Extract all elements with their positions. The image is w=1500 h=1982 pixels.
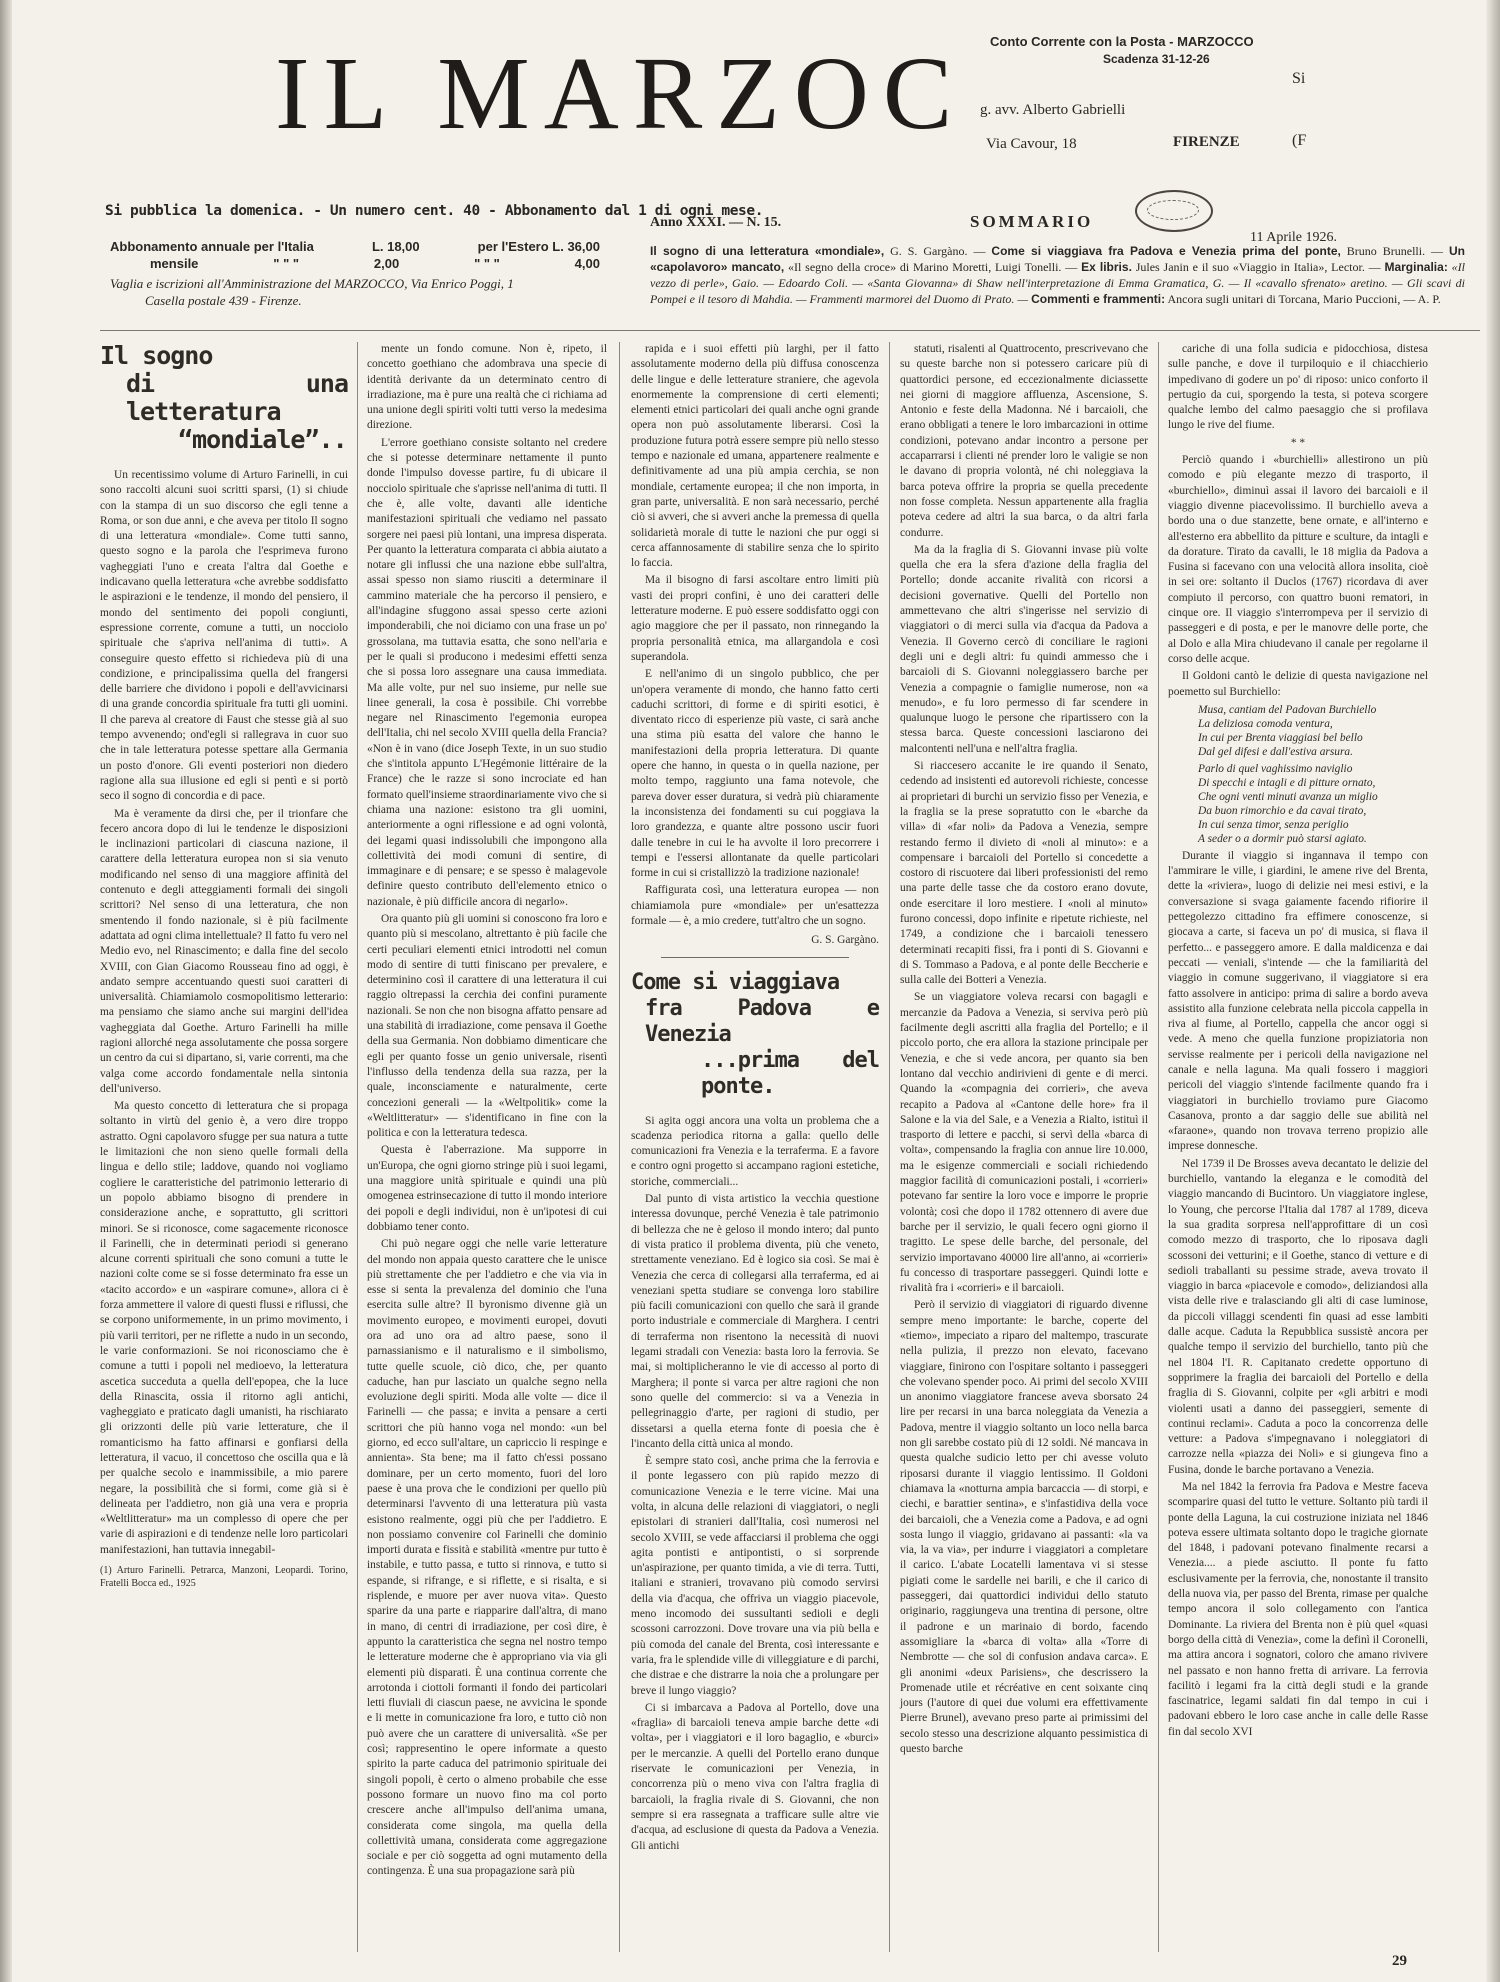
column-2-paragraph-5: Chi può negare oggi che nelle varie letterature del mondo non appaia questo carattere che le unisce più strettamente che per l'addietro e che via via in esse si senta la prevalenza del dominio che l'una esercita sulle altre? Il byronismo divenne già un movimento europeo, e movimenti europei, dovuti ora ad uno ora ad altro paese, sono il parnassianismo e il naturalismo e il simbolismo, tutte quelle scuole, ciò dico, che, per quanto caduche, han pur lasciato un qualche segno nella evoluzione degli spiriti. Moda alle volte — dice il Farinelli — che passa; e invita a pensare a certi scrittori che più hanno voga nel mondo: «un bel giorno, ed ecco sull'altare, un capriccio li respinge e annienta». Sta bene; ma il fatto ch'essi possano dominare, per un certo momento, fuori del loro paese è una prova che le condizioni per quello più determinarsi l'avvento di una letteratura più vasta esistono realmente, oggi più che per l'addietro. E non possiamo convenire col Farinelli che dominio importi durata e fissità e stabilità «mentre pur tutto è instabile, e tutto passa, e tutto si rinnova, e tutto si espande, si rifrange, e si riflette, e si risalta, e si risplende, e muore per aver nuova vita». Questo sparire da una parte e riapparire dall'altra, di mano in mano, di centri di irradiazione, per così dire, è appunto la caratteristica che segna nel nostro tempo le letterature moderne che è appropriano via via gli elementi più disparati. È una continua corrente che arrotonda i ciottoli formanti il fondo dei particolari letti fluviali di ciascun paese, ne avvicina le sponde e li mette in comunicazione fra loro, e tutto ciò non può avere che un carattere di universalità. «Se per così; rappresentino le opere informate a questo spirito la parte caduca del patrimonio spirituale dei singoli popoli, è certo o almeno probabile che esse possono formare un nuovo fino ma col porto crescere anche all'impulso dell'anima umana, considerata come singola, ma quella della collettività umana, considerata come aggregazione sociale e per ciò soggetta ad ogni mutamento della contingenza. È una sua propagazione sarà più (367, 1238, 607, 1878)
monthly-price: 2,00 (373, 256, 400, 271)
article-2-paragraph-2: Dal punto di vista artistico la vecchia questione interessa dovunque, perché Venezia è tale patrimonio di bellezza che ne è geloso il mondo intero; dal punto di vista pratico il problema diventa, più che veneto, strettamente veneziano. Ed è logico sia così. Se mai è Venezia che cerca di collegarsi alla terraferma, ed ai veneziani spetta studiare se convenga loro stabilire più facili comunicazioni con quello che sarà il grande porto industriale e commerciale di Marghera. I centri di terraferma non risentono la necessità di nuovi legami stradali con Venezia: basta loro la ferrovia. Se mai, si moltiplicheranno le vie di accesso al porto di Marghera; il ponte si varca per altre ragioni che non sono quelle del commercio: si va a Venezia in pellegrinaggio d'arte, per ragioni di studio, per dissetarsi a quella eterna fonte di poesia che è l'incanto della città unica al mondo. (631, 1193, 879, 1450)
column-4-paragraph-4: Se un viaggiatore voleva recarsi con bagagli e mercanzie da Padova a Venezia, si serviva però più facilmente degli ascritti alla fraglia del Portello; e il piccolo porto, che era allora la stazione principale per Venezia, e che si vede ancora, per quanto sia ben lontano dal vecchio andirivieni di gente e di merci. Quando la «compagnia dei corrieri», che aveva recapito a Padova al «Cantone delle hore» fra il Salone e la via del Sale, e a Venezia a Rialto, istituì il trasporto di lettere e pacchi, si servì della «barca di volta», compensando la fraglia con annue lire 10.000, ma le esigenze commerciali e sociali richiedendo maggior facilità di comunicazioni postali, i «corrieri» potevano far sentire la loro voce e imporre le proprie volontà; così che dopo il 1782 ottennero di avere due barche per il servizio, le quali fecero ogni giorno il tragitto. Le spese delle barche, del personale, del servizio importavano 40000 lire all'anno, ai «corrieri» fu concesso di trasportare passeggeri. Quindi lotte e rivalità fra i «corrieri» e il barcaioli. (900, 991, 1148, 1295)
verse-2-line-4: Da buon rimorchio e da cavai tirato, (1198, 804, 1367, 817)
column-1 (100, 342, 348, 1590)
article-1-paragraph-1: Un recentissimo volume di Arturo Farinelli, in cui sono raccolti alcuni suoi scritti sparsi, (1) si chiude con la stampa di un suo discorso che egli tenne a Roma, or son due anni, e che aveva per titolo Il sogno di una letteratura «mondiale». Come tutti sanno, questo sogno e la parola che l'esprimeva furono vagheggiati l'uno e creata l'altra dal Goethe e indicavano quella letteratura «che avrebbe soddisfatto le aspirazioni e le tendenze, il mondo del pensiero, il mondo del sentimento dei popoli congiunti, espressione corrente, comune a tutti, un nocciolo spirituale che s'apriva nell'anima di tutti». A conseguire questo effetto si richiedeva più di una condizione, e principalissima quella del frangersi delle barriere che dividono i popoli e dell'avvicinarsi di una grande concordia spirituale fra tutti gli uomini. Il che pareva al creatore di Faust che stesse già al suo tempo avvenendo; ond'egli si rallegrava in cuor suo che in tale letteratura potesse spettare alla Germania un posto d'onore. Gli eventi posteriori non diedero ragione alla sua illusione ed egli si pentì e si portò seco il sogno di concordia e di pace. (100, 469, 348, 803)
column-4-paragraph-2: Ma da la fraglia di S. Giovanni invase più volte quella che era la sfera d'azione della fraglia del Portello; donde accanite rivalità con ricorsi a decisioni governative. Quelli del Portello non ammettevano che altri s'ingerisse nel servizio di viaggiatori o di merci sulla via d'acqua da Padova a Venezia. Il Governo cercò di conciliare le ragioni degli uni e degli altri: fu quindi ammesso che i barcaioli di S. Giovanni noleggiassero barche per Venezia a compagnie o famiglie numerose, non «a menudo», e fu loro permesso di far scendere in qualunque luogo le persone che ripartissero con la stessa barca. Queste concessioni lasciarono dei malcontenti nell'una e nell'altra fraglia. (900, 543, 1148, 755)
column-5 (1168, 342, 1428, 1742)
article-1-paragraph-3: Ma questo concetto di letteratura che si propaga soltanto in virtù del genio è, a vero dire troppo astratto. Ogni capolavoro sfugge per sua natura a tutte le limitazioni che non sieno quelle formali della lingua e dello stile; laddove, quando noi vogliamo cogliere le caratteristiche del patrimonio letterario di un popolo abbiamo bisogno di prendere in considerazione anche, e soprattutto, gli scrittori minori. Se si riconosce, come sagacemente riconosce il Farinelli, che in determinati periodi si generano alcune correnti spirituali che sono comuni a tutte le nazioni colte come se si fosse determinato fra esse un «tacito accordo» e un «aspirare comune», allora ci è forza ammettere il valore di questi flussi e riflussi, che se corpono uniformemente, in un primo movimento, i più varii territori, per ne riflette a nudo in un secondo, le varie conformazioni. Se noi riconosciamo che è comune a tutti i popoli nel medioevo, la letteratura ascetica succeduta a quella dell'epopea, che la luce della Rinascita, ossia il ritorno agli antichi, vagheggiato e praticato dagli umanisti, ha rischiarato gli orizzonti delle più varie letterature, che il romanticismo ha fatto affinarsi e gonfiarsi della letteratura, il vacuo, il concettoso che oscilla qua e là per qualche secolo e inammissibile, a mio parere negare, la possibilità che si formi, come già si è delineata per l'addietro, non già una vera e propria «Weltlitteratur» ma un complesso di opere che per varie di aspirazioni e di tendenze nelle loro particolari manifestazioni, han tuttavia innegabil- (100, 1100, 348, 1556)
column-5-paragraph-4: Durante il viaggio si ingannava il tempo con l'ammirare le ville, i giardini, le amene rive del Brenta, dette la «riviera», luogo di delizie nei mesi estivi, e la conversazione si svaga gaiamente facendo rifiorire il pettegolezzo cittadino fra effimere conoscenze, si giocava a carte, si faceva un po' di musica, si flava il perfetto... e passeggero amore. E dalla maldicenza e dai peccati — veniali, s'intende — che la familiarità del viaggio in comune suggerivano, il viaggiatore si era fatto assolvere in anticipo: prima di salire a bordo aveva assistito alla funzione celebrata nella piccola cappella in riva al fiume, al Portello, cappella che ancor oggi si vede. A meno che quella funzione propiziatoria non servisse realmente per i pericoli della navigazione nel canale e nella laguna. Ma quali fossero i maggiori pericoli del viaggio s'intende facilmente quando fra i viaggiatori in burchiello troviamo pure Giacomo Casanova, pronto a dar saggio delle sue abilità nel «faraone», quando non trovava terreno propizio alle imprese donnesche. (1168, 849, 1428, 1153)
summary-item-3-title: Un «capolavoro» mancato, (650, 244, 1465, 274)
goldoni-verse-1 (1168, 703, 1428, 759)
monthly-ditto: " " " (273, 256, 300, 271)
column-3-paragraph-4: Raffigurata così, una letteratura europea — non chiamiamola pure «mondiale» per un'esattezza formale — è, a mio credere, tutt'altro che un sogno. (631, 884, 879, 927)
verse-2-line-5: In cui senza timor, senza periglio (1198, 818, 1349, 831)
column-5-paragraph-1: cariche di una folla sudicia e pidocchiosa, distesa sulle panche, e dove il turpiloquio e il chiacchierio impedivano di godere un po' di riposo: unico conforto il pertugio da cui, sporgendo la testa, si poteva scorgere qualche lembo del calmo paesaggio che si profilava lungo le rive del fiume. (1168, 343, 1428, 432)
column-4-paragraph-5: Però il servizio di viaggiatori di riguardo divenne sempre meno importante: le barche, coperte del «tiemo», impeciato a riparo del maltempo, trascurate nella pulizia, il prezzo non elevato, facevano viaggiare, finirono con l'ospitare soltanto i passeggeri che volevano spender poco. Ai primi del secolo XVIII un anonimo viaggiatore francese aveva sborsato 24 lire per recarsi in una barca noleggiata da Venezia a Padova, mentre il viaggio soltanto un loco nella barca non gli sarebbe costato più di 12 soldi. Né mancava in questa qualche sudicio letto per chi avesse voluto riposarsi durante il viaggio lentissimo. Il Goldoni chiamava la «notturna ampia barcaccia — di storpi, e ciechi, e barattier sentina», e s'infastidiva della voce dei barcaioli, che a Venezia come a Padova, e ad ogni sosta lungo il viaggio, gridavano ai passanti: «la va via, la va via», per indurre i viaggiatori a completare il carico. L'abate Locatelli lamentava vi si stesse pigiati come le sardelle nei barili, e che il carico di passeggeri, dai quattordici individui dello statuto originario, raggiungeva una trentina di persone, oltre il padrone e un marinaio di bordo, facendo assomigliare la «barca di volta» alla «Torre di Nembrotte — che sol di confusion andava carca». E gli anonimi «deux Parisiens», che descrissero la Promenade utile et récréative en cent soixante cinq jours (l'autore di quei due volumi era effettivamente Pierre Brunel), avevano preso parte ai primissimi del secolo stesso una descrizione alquanto pessimistica di questo barche (900, 1299, 1148, 1756)
article-1-headline-line-3: “mondiale”.. (178, 425, 347, 454)
stamp-trunc-1: Si (1292, 70, 1306, 87)
subscription-note-1: Vaglia e iscrizioni all'Amministrazione del MARZOCCO, Via Enrico Poggi, 1 (110, 276, 514, 291)
verse-2-line-6: A seder o a dormir può starsi agiato. (1198, 832, 1367, 845)
column-3 (631, 342, 879, 1856)
column-5-paragraph-2: Perciò quando i «burchielli» allestirono un più comodo e più elegante mezzo di trasporto, il «burchiello», diminuì assai il lavoro dei barcaioli e il viaggio divenne piacevolissimo. Il burchiello aveva a bordo una o due stanzette, bene ornate, e all'interno e all'esterno era abbellito da pitture e sculture, da intagli e da dorature. Tirato da cavalli, le 18 miglia da Padova a Fusina si facevano con una velocità allora insolita, cioè in sei ore: soltanto il Duclos (1767) ricordava di aver compiuto il percorso, con quattro buoni rematori, in cinque ore. Il viaggio s'interrompeva per il servizio di passeggeri e di posta, e per le manovre delle porte, che al Dolo e alla Mira chiudevano il canale per regolarne il corso delle acque. (1168, 454, 1428, 665)
column-5-paragraph-3: Il Goldoni cantò le delizie di questa navigazione nel poemetto sul Burchiello: (1168, 670, 1428, 698)
verse-1-line-3: In cui per Brenta viaggiasi bel bello (1198, 731, 1363, 744)
verse-1-line-1: Musa, cantiam del Padovan Burchiello (1198, 703, 1377, 716)
summary-item-4-author: Jules Janin e il suo «Viaggio in Italia», Lector. — (1131, 260, 1385, 274)
verse-2-line-1: Parlo di quel vaghissimo naviglio (1198, 762, 1353, 775)
article-1-footnote: (1) Arturo Farinelli. Petrarca, Manzoni, Leopardi. Torino, Fratelli Bocca ed., 1925 (100, 1565, 348, 1590)
address-stamp (978, 30, 1280, 180)
verse-1-line-4: Dal gel difesi e dall'estiva arsura. (1198, 745, 1353, 758)
column-3-paragraph-1: rapida e i suoi effetti più larghi, per il fatto assolutamente moderno della più diffusa conoscenza delle lingue e delle letterature straniere, che agevola enormemente la comprensione di certi elementi; elementi etnici particolari dei quali anche ogni grande opera non può assolutamente liberarsi. Così la produzione futura potrà essere sempre più nello stesso tempo e nazionale ed umana, appartenere realmente e definitivamente ad una più ampia cerchia, se non mondiale, certamente europea; il che non importa, in gran parte, universalità. E non sarà necessario, perché ciò si avveri, che si avveri anche la premessa di quella solidarietà morale di tutte le nazioni che pur oggi si cerca affannosamente di stabilire senza che lo spirito lo faccia. (631, 343, 879, 570)
article-2-headline-line-2: fra Padova e Venezia (645, 995, 879, 1047)
annual-label: Abbonamento annuale per l'Italia (110, 239, 314, 254)
stamp-city: FIRENZE (1173, 134, 1240, 150)
summary-item-2-author: Bruno Brunelli. — (1340, 244, 1449, 258)
column-rule-3 (889, 342, 890, 1952)
goldoni-verse-2 (1168, 762, 1428, 846)
monthly-foreign: 4,00 (574, 256, 600, 271)
column-3-paragraph-3: E nell'animo di un singolo pubblico, che per un'opera veramente di mondo, che hanno fatto certi caduchi scrittori, di forme e di spiriti esotici, è diventato ricco di esperienze più vaste, ci sarà anche una stima più esatta del valore che hanno le manifestazioni della propria letteratura. Di quante opere che hanno, in questa o in quella nazione, per molto tempo, raggiunto una fama notevole, che pareva dover esser duratura, si vedrà più chiaramente la inconsistenza dei fondamenti su cui poggiava la loro grandezza, e quante altre possono uscir fuori dalle tenebre in cui le ha avvolte il loro precorrere i tempi e l'essersi allontanate da quelle particolari forme in cui si cristallizzò la tradizione nazionale! (631, 668, 879, 880)
column-5-paragraph-5: Nel 1739 il De Brosses aveva decantato le delizie del burchiello, vantando la eleganza e le comodità del viaggio mancando di Bucintoro. Un viaggiatore inglese, lo Young, che percorse l'Italia dal 1787 al 1789, diceva la sua gradita sorpresa nell'approfittare di un così comodo mezzo di trasporto, che lo riposava dagli scossoni dei vetturini; e il Goethe, stanco di vetture e di sedioli traballanti su pessime strade, aveva trovato il viaggio in barca «piacevole e comodo», deliziandosi alla vista delle rive e tralasciando gli alti di case luminose, da piccoli villaggi scendenti fin quasi ad esse lambiti dalle acque. Caduta la Repubblica sussistè ancora per qualche tempo il servizio del burchiello, tanto più che nel 1804 l'I. R. Capitanato credette opportuno di sopprimere la fraglia dei barcaioli del Portello e della fraglia di S. Giovanni, colpite per «gli arbitri e modi violenti usati a danno dei passeggieri, semente di continui reclami». Caduta a poco la concorrenza delle vetture: a Padova s'impegnavano i noleggiatori di carrozze nella «piazza dei Noli» e si giungeva fino a Fusina, donde le barche portavano a Venezia. (1168, 1157, 1428, 1476)
article-2-paragraph-3: È sempre stato così, anche prima che la ferrovia e il ponte legassero con più rapido mezzo di comunicazione Venezia e le terre vicine. Mai una volta, in alcuna delle relazioni di viaggiatori, o negli epistolari di stranieri dall'Italia, così numerosi nel secolo XVIII, se vede affacciarsi il problema che oggi agita pontisti e antipontisti, o si sorprende un'aspirazione, per quanto timida, a vie di terra. Tutti, italiani e stranieri, trovavano più comodo servirsi della via d'acqua, che offriva un viaggio piacevole, meno incomodo dei sussultanti sedioli e degli scossoni carrozzoni. Dove trovare una via più bella e più comoda del canale del Brenta, così interessante e varia, fra le splendide ville di villeggiature e di parchi, che distrae e che distrarre la noia che a prolungare per breve il lungo viaggio? (631, 1455, 879, 1697)
scan-left-edge (0, 0, 12, 1982)
article-2-paragraph-4: Ci si imbarcava a Padova al Portello, dove una «fraglia» di barcaioli teneva ampie barche dette «di volta», per i viaggiatori e il loro bagaglio, e «burci» per le mercanzie. A quelli del Portello erano dunque riservate le comunicazioni per Venezia, in concorrenza più o meno viva con l'altra fraglia di barcaioli, la fraglia rivale di S. Giovanni, che non sempre si era rassegnata a trafficare sulle altre vie d'acqua, ad esclusione di questa da Padova a Venezia. Gli antichi (631, 1701, 879, 1852)
column-2-paragraph-4: Questa è l'aberrazione. Ma supporre in un'Europa, che ogni giorno stringe più i suoi legami, una maggiore unità spirituale e quindi una più omogenea estrinsecazione di tutto il mondo interiore dei popoli e degli individui, non è un'ipotesi di cui dobbiamo tener conto. (367, 1144, 607, 1233)
article-1-signature: G. S. Gargàno. (811, 934, 879, 947)
summary-item-4-title: Ex libris. (1081, 260, 1132, 274)
sommario-title: SOMMARIO (970, 212, 1094, 231)
column-4-paragraph-1: statuti, risalenti al Quattrocento, prescrivevano che su queste barche non si potessero caricare più di quattordici persone, ed eccezionalmente diciassette nei giorni di maggiore affluenza, Ascensione, S. Antonio e feste della Madonna. Né i barcaioli, che erano obbligati a tenere le loro imbarcazioni in ottime condizioni, potevano andar incontro a persone per accaparrarsi i clienti né prender loro le valigie se non le davano di propria volontà, né chi noleggiava la barca poteva offrire la propria se quella precedente non fosse completa. Nessun appartenente alla fraglia poteva cedere ad altri la sua barca, o da altri farla condurre. (900, 343, 1148, 539)
article-1-headline (100, 342, 348, 454)
column-2 (367, 342, 607, 1882)
article-1-headline-line-2: di una letteratura (126, 369, 348, 426)
article-2-headline-line-1: Come si viaggiava (631, 969, 840, 995)
section-break-stars: * * (1290, 436, 1306, 449)
annual-price: L. 18,00 (371, 239, 420, 254)
stamp-line-2: Scadenza 31-12-26 (1103, 52, 1210, 66)
monthly-label: mensile (150, 256, 199, 271)
article-2-headline-line-3: ...prima del ponte. (701, 1047, 879, 1099)
verse-1-line-2: La deliziosa comoda ventura, (1198, 717, 1333, 730)
article-1-headline-line-1: Il sogno (100, 341, 213, 370)
column-rule-1 (357, 342, 358, 1952)
stamp-line-1: Conto Corrente con la Posta - MARZOCCO (990, 34, 1254, 49)
column-5-paragraph-6: Ma nel 1842 la ferrovia fra Padova e Mestre faceva scomparire quasi del tutto le vetture. Soltanto più tardi il ponte della Laguna, la cui costruzione iniziata nel 1846 poteva essere ultimata soltanto dopo le tragiche giornate del 1848, i padovani potevano finalmente recarsi a Venezia.... a piede asciutto. Il ponte fu fatto esclusivamente per la ferrovia, che, nonostante il transito della nuova via, per passo del Brenta, rimase per qualche tempo ancora il solo collegamento con l'antica Dominante. La riviera del Brenta non è più quel «quasi borgo della città di Venezia», come la definì il Coronelli, ma attira ancora i sognatori, coloro che amano rivivere nel passato e non hanno fretta di arrivare. La ferrovia facilitò i legami fra la città degli studi e la grande fascinatrice, legami saldati fin dal tempo in cui i padovani ebbero le loro case anche in calle delle Rasse fin dal secolo XVI (1168, 1481, 1428, 1738)
subscription-block (110, 238, 600, 309)
verse-2-line-2: Di specchi e intagli e di pitture ornato, (1198, 776, 1376, 789)
library-seal-icon (1135, 190, 1213, 232)
verse-2-line-3: Che ogni venti minuti avanza un miglio (1198, 790, 1378, 803)
stamp-trunc-2: (F (1292, 132, 1307, 149)
article-1-paragraph-2: Ma è veramente da dirsi che, per il trionfare che fecero ancora dopo di lui le tendenze le disposizioni le inclinazioni particolari di ciascuna nazione, il carattere della letteratura europea non si sia venuto modificando nel senso di una maggiore affinità del contenuto e degli atteggiamenti formali dei singoli scrittori? Nel senso di una letteratura, che non smentendo il fondo nazionale, si è più facilmente adattata ad ogni clima intellettuale? Il fatto fu vero nel Medio evo, nel Rinascimento; e dalla fine del secolo XVIII, con Gian Giacomo Rousseau fino ad oggi, è andato sempre accentuando questi suoi caratteri di universalità. Chiamiamolo cosmopolitismo letterario: ma pensiamo che siamo anche sui margini dell'idea vagheggiata dal Goethe. Arturo Farinelli ha mille ragioni allorché nega assolutamente che possa sorgere un centro da cui si dipartano, si, varie correnti, ma che valga come accordo fondamentale nella sintonia dell'universo. (100, 807, 348, 1095)
column-2-paragraph-2: L'errore goethiano consiste soltanto nel credere che si potesse determinare nettamente il punto donde l'impulso dovesse partire, fu di ubicare il nocciolo spirituale che s'aprisse nell'anima di tutti. Il che è, alle volte, davanti alle identiche manifestazioni spirituali che vediamo nel passato sorgere nei paesi più lontani, una impresa disperata. Per quanto la letteratura comparata ci abbia aiutato a notare gli influssi che una nazione ebbe sull'altra, assai spesso non siamo riusciti a determinare il cammino materiale che ha percorso il pensiero, e all'indagine sfuggono assai spesso certe azioni imponderabili, che noi diciamo con una frase un po' grossolana, ma tuttavia esatta, che sono nell'aria e per le quali si producono i medesimi effetti senza che si possa loro assegnare una causa immediata. Ma alle volte, pur nel suo insieme, pur nelle sue linee generali, la cosa è possibile. Chi vorrebbe negare nel Rinascimento l'egemonia europea dell'Italia, chi nel secolo XVIII quella della Francia? «Non è in vano (dice Joseph Texte, in un suo studio che s'intitola appunto L'Hegémonie littéraire de la France) che le razze si sono incrociate ed han formato quell'insieme straordinariamente vivo che si chiama una nazione: esistono tra gli uomini, anteriormente a ogni riflessione e ad ogni volontà, dei legami quasi indissolubili che impongono alla collettività dei modi comuni di sentire, di immaginare e di pensare; e se spesso è malagevole definire questo contributo dell'elemento etnico o nazionale, è più difficile ancora di negarlo». (367, 436, 607, 908)
page-number: 29 (1392, 1953, 1407, 1969)
column-rule-4 (1158, 342, 1159, 1952)
subscription-row-monthly (110, 255, 600, 272)
monthly-ditto-2: " " " (474, 256, 500, 271)
subscription-row-annual (110, 238, 600, 255)
issue-number: Anno XXXI. — N. 15. (650, 215, 782, 230)
masthead-title: IL MARZOC (275, 36, 967, 151)
tagline: Si pubblica la domenica. - Un numero cent. 40 - Abbonamento dal 1 di ogni mese. (105, 203, 764, 219)
column-4 (900, 342, 1148, 1759)
summary-item-1-title: Il sogno di una letteratura «mondiale», (650, 244, 885, 258)
column-4-paragraph-3: Si riaccesero accanite le ire quando il Senato, cedendo ad insistenti ed autorevoli richieste, concesse ai proprietari di burchi un servizio fisso per Venezia, e la fraglia se la prese sopratutto con le «barche da villa» di «far noli» da Padova a Venezia, sempre restando fermo il divieto di «noli al minuto»: e a compensare i barcaioli del Portello si concedette a costoro di riscuotere dai liberi professionisti del remo una parte delle tasse che da costoro erano dovute, onde esercitare il loro mestiere. I «noli al minuto» furono concessi, dopo infinite e ripetute richieste, nel 1749, a condizione che i barcaioli tenessero determinati recapiti fissi, fra i ponti di S. Giovanni e di S. Tommaso a Padova, e al ponte delle Beccherie e sulla calle dei Botteri a Venezia. (900, 760, 1148, 987)
stamp-street: Via Cavour, 18 (986, 136, 1077, 152)
subscription-note-2: Casella postale 439 - Firenze. (145, 293, 302, 308)
summary-item-6-text: Ancora sugli unitari di Torcana, Mario Puccioni, — A. P. (1165, 292, 1441, 306)
summary-item-5-title: Marginalia: (1384, 260, 1448, 274)
summary-item-6-title: Commenti e frammenti: (1031, 292, 1166, 306)
summary-item-3-author: «Il segno della croce» di Marino Moretti, Luigi Tonelli. — (784, 260, 1082, 274)
stamp-addressee: g. avv. Alberto Gabrielli (980, 102, 1126, 118)
column-2-paragraph-1: mente un fondo comune. Non è, ripeto, il concetto goethiano che adombrava una specie di identità derivante da un determinato centro di irradiazione, ma è pure una realtà che ci richiama ad una unione degli spiriti volti tutti verso la medesima direzione. (367, 343, 607, 432)
scan-right-edge (1486, 0, 1500, 1982)
annual-foreign: per l'Estero L. 36,00 (477, 239, 600, 254)
header-rule (100, 330, 1480, 331)
column-rule-2 (619, 342, 620, 1952)
column-3-paragraph-2: Ma il bisogno di farsi ascoltare entro limiti più vasti dei propri confini, è uno dei caratteri delle letterature moderne. E può essere soddisfatto oggi con agio maggiore che per il passato, non rinnegando la propria personalità etnica, ma allargandola e così superandola. (631, 574, 879, 663)
article-2-headline (631, 970, 879, 1100)
summary-item-5-text: «Il vezzo di perle», Gaio. — Edoardo Coli. — «Santa Giovanna» di Shaw nell'interpretazione di Emma Gramatica, G. — Il «cavallo sfrenato» aretino. — Gli scavi di Pompei e il tesoro di Mahdia. — Frammenti marmorei del Duomo di Prato. — (650, 260, 1465, 306)
issue-date: 11 Aprile 1926. (1250, 230, 1337, 245)
column-2-paragraph-3: Ora quanto più gli uomini si conoscono fra loro e quanto più si mescolano, altrettanto è più facile che certi peculiari elementi etnici introdotti nel comun modo di sentire di tutti finiscano per prevalere, e determinino così il carattere di una letteratura il cui raggio oltrepassi la cerchia dei confini puramente nazionali. Se non che non bisogna affatto pensare ad una stabilità di irradiazione, come pensava il Goethe della sua Germania. Non dobbiamo dimenticare che egli per quanto fosse un genio universale, risentì l'influsso della tendenza della sua razza, per la quale, inconsciamente e naturalmente, certe concezioni generali — la «Weltpolitik» come la «Weltlitteratur» — s'identificano in fine con la politica e con la letteratura tedesca. (367, 912, 607, 1140)
summary-item-1-author: G. S. Gargàno. — (884, 244, 992, 258)
article-separator (661, 957, 849, 958)
sommario-text (650, 243, 1465, 307)
article-2-paragraph-1: Si agita oggi ancora una volta un problema che a scadenza periodica ritorna a galla: quello delle comunicazioni fra Venezia e la terraferma. E a favore e contro ogni progetto si accampano ragioni estetiche, storiche, commerciali... (631, 1114, 879, 1188)
summary-item-2-title: Come si viaggiava fra Padova e Venezia prima del ponte, (991, 244, 1341, 258)
